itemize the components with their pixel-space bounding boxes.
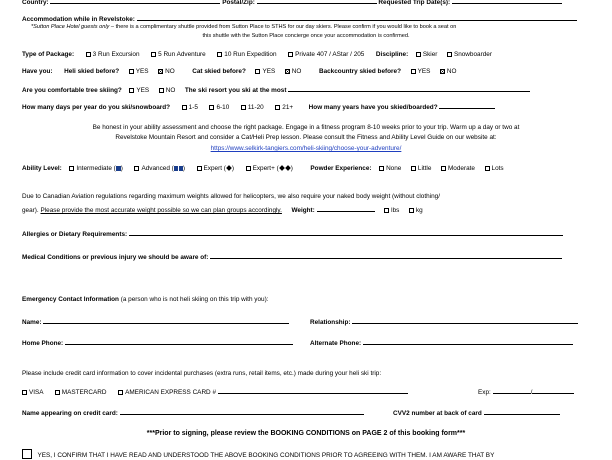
expiry-year-field[interactable] [532,387,574,394]
confirm-checkbox[interactable] [22,449,32,459]
home-phone-field[interactable] [65,338,293,345]
powder-moderate-label: Moderate [447,165,475,172]
cat-yes-label: YES [262,68,276,75]
heli-yes-checkbox[interactable] [129,69,134,74]
days-1-5-checkbox[interactable] [182,105,187,110]
powder-none-label: None [386,165,402,172]
cat-skied-label: Cat skied before? [192,68,246,75]
package-label: Type of Package: [22,51,75,58]
tree-row [22,85,530,94]
cvv-label: CVV2 number at back of card [393,410,482,417]
skier-checkbox[interactable] [416,52,421,57]
confirm-row [22,449,494,459]
trip-dates-label: Requested Trip Date(s): [378,0,451,6]
fitness-guide-link[interactable]: https://www.selkirk-tangiers.com/heli-skiing/choose-your-adventure/ [210,145,402,152]
weight-note-start: gear). [22,207,39,214]
intermediate-close: ) [120,165,123,172]
advanced-close: ) [182,165,185,172]
powder-label: Powder Experience: [310,165,372,172]
heli-skied-label: Heli skied before? [64,68,120,75]
allergies-row [22,229,563,238]
years-field[interactable] [439,102,495,109]
powder-moderate-checkbox[interactable] [441,166,446,171]
powder-none-checkbox[interactable] [379,166,384,171]
ability-row [22,165,504,172]
days-question: How many days per year do you ski/snowboard? [22,104,171,111]
package-private-label: Private 407 / AStar / 205 [295,51,365,58]
backcountry-yes-checkbox[interactable] [411,69,416,74]
expiry-month-field[interactable] [493,387,531,394]
powder-lots-checkbox[interactable] [485,166,490,171]
country-label: Country: [22,0,49,6]
card-name-label: Name appearing on credit card: [22,410,118,417]
package-row [22,51,492,58]
cat-yes-checkbox[interactable] [255,69,260,74]
years-question: How many years have you skied/boarded? [308,104,438,111]
package-5run-label: 5 Run Adventure [158,51,206,58]
cat-no-checkbox[interactable] [285,69,290,74]
amex-label: AMERICAN EXPRESS CARD # [125,389,217,396]
heli-yes-label: YES [135,68,149,75]
emergency-row [22,296,269,303]
visa-checkbox[interactable] [22,390,27,395]
days-6-10-label: 6-10 [216,104,230,111]
allergies-field[interactable] [129,229,563,236]
powder-little-checkbox[interactable] [411,166,416,171]
relationship-row [310,317,578,326]
black-diamond-icon [226,165,235,172]
postal-label: Postal/Zip: [222,0,255,6]
medical-label: Medical Conditions or previous injury we should be aware of: [22,254,209,261]
advanced-checkbox[interactable] [134,166,139,171]
expert-plus-close: ) [290,165,293,172]
card-name-row [22,408,364,417]
prior-to-signing-notice: ***Prior to signing, please review the BOOKING CONDITIONS on PAGE 2 of this booking form*** [146,430,466,437]
accommodation-label: Accommodation while in Revelstoke: [22,16,135,23]
country-field[interactable] [50,0,220,4]
alt-phone-field[interactable] [363,338,573,345]
days-1-5-label: 1-5 [188,104,198,111]
contact-name-field[interactable] [43,317,289,324]
have-you-label: Have you: [22,68,53,75]
amex-checkbox[interactable] [118,390,123,395]
shuttle-note-text: – there is a complimentary shuttle provided from Sutton Place to STHS for our day skiers. Please confirm if you would like to book a seat on [109,24,457,30]
visa-label: VISA [29,389,44,396]
skier-label: Skier [422,51,438,58]
mastercard-checkbox[interactable] [55,390,60,395]
weight-label: Weight: [291,207,315,214]
days-11-20-checkbox[interactable] [241,105,246,110]
cat-no-label: NO [291,68,302,75]
double-blue-square-icon [174,166,178,171]
credit-intro: Please include credit card information to cover incidental purchases (extra runs, retail items, etc.) made during your heli ski trip: [22,370,382,377]
cvv-row [393,408,560,417]
weight-field[interactable] [317,205,375,212]
shuttle-note-line1 [31,24,456,30]
days-6-10-checkbox[interactable] [209,105,214,110]
emergency-sub: (a person who is not heli skiing on this trip with you): [118,296,269,303]
snowboarder-label: Snowboarder [453,51,492,58]
expert-close: ) [231,165,235,172]
package-private-checkbox[interactable] [288,52,293,57]
discipline-label: Discipline: [375,51,409,58]
confirm-text: YES, I CONFIRM THAT I HAVE READ AND UNDERSTOOD THE ABOVE BOOKING CONDITIONS PRIOR TO AGREEING WITH THEM. I AM AWARE THAT BY [37,452,495,459]
package-10run-label: 10 Run Expedition [224,51,277,58]
package-3run-label: 3 Run Excursion [92,51,140,58]
lbs-label: lbs [391,207,400,214]
tree-no-checkbox[interactable] [159,88,164,93]
backcountry-yes-label: YES [417,68,431,75]
alt-phone-row [310,338,573,347]
country-row [22,0,562,6]
contact-name-label: Name: [22,319,42,326]
package-3run-checkbox[interactable] [86,52,91,57]
tree-question: Are you comfortable tree skiing? [22,87,122,94]
backcountry-no-checkbox[interactable] [440,69,445,74]
intermediate-checkbox[interactable] [69,166,74,171]
shuttle-note-line2: this shuttle with the Sutton Place concierge once your accommodation is confirmed. [202,33,410,39]
home-phone-label: Home Phone: [22,340,64,347]
days-row [22,102,495,111]
backcountry-no-label: NO [446,68,457,75]
powder-lots-label: Lots [491,165,504,172]
days-21plus-checkbox[interactable] [275,105,280,110]
alt-phone-label: Alternate Phone: [310,340,362,347]
heli-no-label: NO [165,68,175,75]
postal-field[interactable] [257,0,377,4]
mastercard-label: MASTERCARD [61,389,107,396]
weight-line1: Due to Canadian Aviation regulations regarding maximum weights allowed for helicopters, we also require your naked body weight (without clothing/ [22,193,440,200]
relationship-field[interactable] [352,317,578,324]
resort-field[interactable] [288,85,530,92]
honest-line2: Revelstoke Mountain Resort and consider a Cat/Heli Prep lesson. Please consult the Fitness and Ability Level Guide on our website at: [115,134,497,141]
accommodation-field[interactable] [137,14,577,21]
package-5run-checkbox[interactable] [151,52,156,57]
tree-no-label: NO [165,87,176,94]
experience-row [22,68,457,75]
tree-yes-checkbox[interactable] [129,88,134,93]
weight-note-underlined: Please provide the most accurate weight possible so we can plan groups accordingly. [40,207,282,214]
expert-label: Expert ( [203,165,226,172]
emergency-title: Emergency Contact Information [22,296,119,303]
tree-yes-label: YES [136,87,150,94]
expert-plus-checkbox[interactable] [246,166,251,171]
cvv-field[interactable] [484,408,560,415]
kg-checkbox[interactable] [409,208,414,213]
backcountry-label: Backcountry skied before? [318,68,401,75]
medical-row [22,252,562,261]
fitness-guide-link-row [0,145,612,152]
double-black-diamond-icon [279,165,285,171]
resort-label: The ski resort you ski at the most [184,87,287,94]
days-21plus-label: 21+ [282,104,294,111]
expiry-slash: / [530,389,533,396]
card-name-field[interactable] [120,408,364,415]
shuttle-note-emph: *Sutton Place Hotel guests only [31,24,110,30]
allergies-label: Allergies or Dietary Requirements: [22,231,128,238]
ability-label: Ability Level: [22,165,62,172]
intermediate-label: Intermediate ( [76,165,116,172]
advanced-label: Advanced ( [141,165,174,172]
honest-line1: Be honest in your ability assessment and choose the right package. Engage in a fitness program 8-10 weeks prior to your trip. Warm up a day or two at [92,124,520,131]
trip-dates-field[interactable] [452,0,562,4]
medical-field[interactable] [210,252,562,259]
kg-label: kg [415,207,423,214]
heli-no-checkbox[interactable] [158,69,163,74]
weight-row [22,205,423,214]
contact-name-row [22,317,289,326]
relationship-label: Relationship: [310,319,351,326]
expiry-row [478,387,574,396]
accommodation-row [22,14,577,23]
snowboarder-checkbox[interactable] [447,52,452,57]
home-phone-row [22,338,293,347]
powder-little-label: Little [417,165,432,172]
expiry-label: Exp: [478,389,491,396]
package-10run-checkbox[interactable] [217,52,222,57]
card-number-field[interactable] [218,387,408,394]
lbs-checkbox[interactable] [384,208,389,213]
expert-plus-label: Expert+ ( [252,165,279,172]
days-11-20-label: 11-20 [247,104,264,111]
expert-checkbox[interactable] [197,166,202,171]
card-type-row [22,387,408,396]
